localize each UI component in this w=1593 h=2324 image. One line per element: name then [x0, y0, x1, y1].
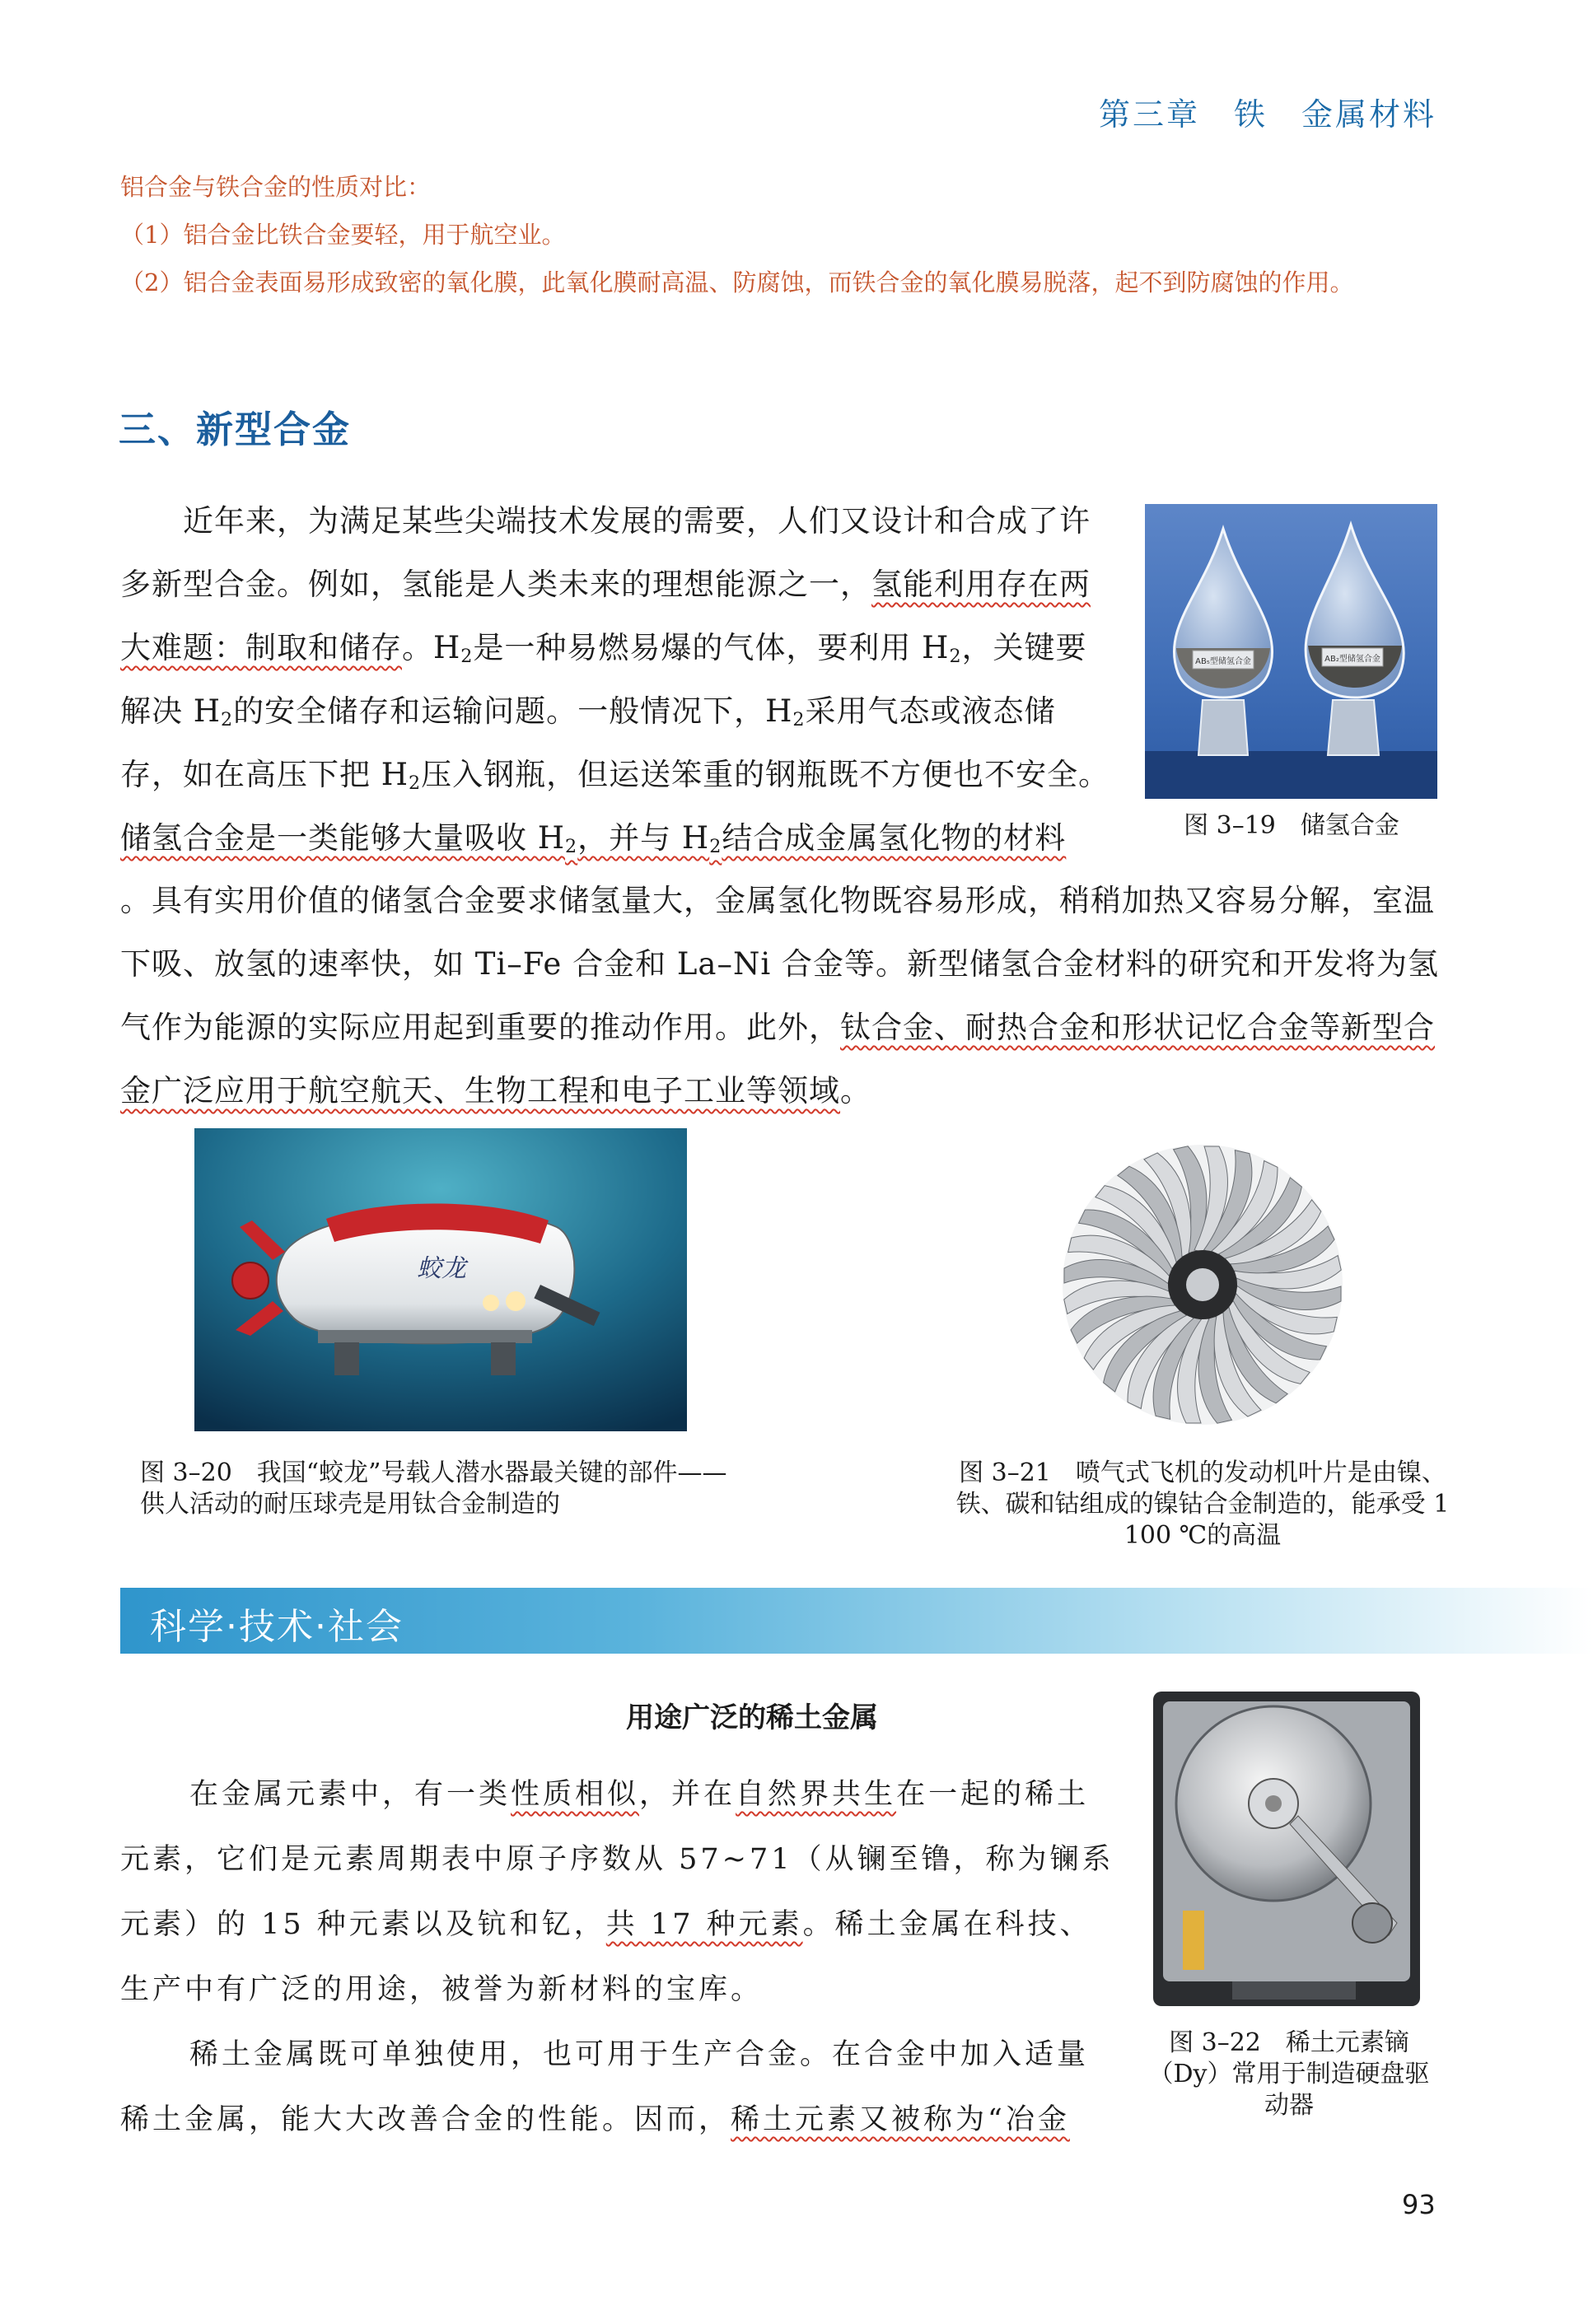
sub-2: 2	[949, 645, 962, 667]
box-p1-underline-3: 共 17 种元素	[605, 1908, 803, 1941]
para1-text-5: 的安全储存和运输问题。一般情况下，H	[233, 693, 793, 729]
box-p1-text-b: ，并在	[639, 1778, 736, 1811]
figure-hydrogen-storage-alloy	[1145, 504, 1437, 799]
para1-text-6: 采用气态或液态储存，如在高压下把 H	[120, 693, 1056, 792]
figure-jiaolong-submersible	[194, 1128, 687, 1431]
box-title: 用途广泛的稀土金属	[626, 1701, 878, 1734]
fig19-label-left: AB₅型储氢合金	[1195, 657, 1251, 666]
para1-text-2: 。H	[402, 630, 461, 665]
paragraph-new-alloys-part2	[120, 869, 1446, 1122]
para1-text-9: 。	[840, 1073, 871, 1108]
page-number: 93	[1402, 2189, 1436, 2220]
figure-3-22-caption: 图 3–22 稀土元素镝（Dy）常用于制造硬盘驱动器	[1148, 2028, 1430, 2120]
figure-3-19-caption: 图 3–19 储氢合金	[1184, 811, 1399, 840]
box-p1-underline-1: 性质相似	[511, 1778, 640, 1811]
sub-2: 2	[460, 645, 474, 667]
box-paragraph-2	[120, 2023, 1117, 2153]
fig20-hull-text: 蛟龙	[417, 1254, 466, 1283]
figure-hard-disk	[1150, 1688, 1423, 2009]
banner-label: 科学·技术·社会	[150, 1606, 404, 1648]
section-banner	[120, 1588, 1593, 1654]
note-item-1: （1）铝合金比铁合金要轻，用于航空业。	[120, 221, 566, 249]
sub-2: 2	[792, 708, 806, 730]
para1-text-3: 是一种易燃易爆的气体，要利用 H	[473, 630, 950, 665]
fig19-label-right: AB₂型储氢合金	[1324, 655, 1380, 664]
box-p1-text-a: 在金属元素中，有一类	[189, 1778, 512, 1811]
box-p1-text-c: 在一起的稀土元素，它们是元素周期表中原子序数从 57~71（从镧至镥，称为镧系元素）的 15 种元素以及钪和钇，	[120, 1778, 1114, 1941]
para1-text-8: 。具有实用价值的储氢合金要求储氢量大，金属氢化物既容易形成，稍稍加热又容易分解，室温下吸、放氢的速率快，如 Ti–Fe 合金和 La–Ni 合金等。新型储氢合金材料的研究和开发将为氢气作为能源的实际应用起到重要的推动作用。此外，	[120, 883, 1439, 1045]
para1-text-4: ，关键要解决 H	[120, 630, 1087, 729]
box-paragraph-1	[120, 1762, 1117, 2023]
sub-2: 2	[565, 835, 578, 857]
box-p1-text-d: 。稀土金属在科技、生产中有广泛的用途，被誉为新材料的宝库。	[120, 1908, 1092, 2006]
para1-text-7: 压入钢瓶，但运送笨重的钢瓶既不方便也不安全。	[421, 757, 1110, 792]
paragraph-new-alloys-part1	[120, 489, 1115, 870]
sub-2: 2	[409, 772, 422, 794]
figure-3-20-caption: 图 3–20 我国“蛟龙”号载人潜水器最关键的部件——供人活动的耐压球壳是用钛合金制造的	[140, 1458, 727, 1519]
para1-underline-2b: ，并与 H	[577, 820, 710, 856]
para1-underline-1: 氢能利用存在两大难题：制取和储存	[120, 567, 1091, 665]
para1-underline-2c: 结合成金属氢化物的材料	[722, 820, 1067, 856]
para1-text-1: 近年来，为满足某些尖端技术发展的需要，人们又设计和合成了许多新型合金。例如，氢能是人类未来的理想能源之一，	[120, 503, 1091, 602]
chapter-header: 第三章 铁 金属材料	[1098, 96, 1437, 133]
figure-3-21-caption: 图 3–21 喷气式飞机的发动机叶片是由镍、铁、碳和钴组成的镍钴合金制造的，能承受 1 100 ℃的高温	[955, 1458, 1450, 1550]
box-p1-underline-2: 自然界共生	[736, 1778, 897, 1811]
section-title: 三、新型合金	[119, 408, 352, 451]
box-p2-underline: 稀土元素又被称为“冶金	[731, 2103, 1070, 2136]
para1-underline-2a: 储氢合金是一类能够大量吸收 H	[120, 820, 566, 856]
note-item-2: （2）铝合金表面易形成致密的氧化膜，此氧化膜耐高温、防腐蚀，而铁合金的氧化膜易脱落，起不到防腐蚀的作用。	[120, 268, 1354, 296]
sub-2: 2	[221, 708, 234, 730]
para1-underline-3: 钛合金、耐热合金和形状记忆合金等新型合金广泛应用于航空航天、生物工程和电子工业等领域	[120, 1010, 1435, 1108]
note-title: 铝合金与铁合金的性质对比：	[120, 173, 432, 201]
box-p2-text-a: 稀土金属既可单独使用，也可用于生产合金。在合金中加入适量稀土金属，能大大改善合金的性能。因而，	[120, 2038, 1090, 2136]
figure-turbine-blades	[1054, 1141, 1351, 1429]
sub-2: 2	[709, 835, 722, 857]
